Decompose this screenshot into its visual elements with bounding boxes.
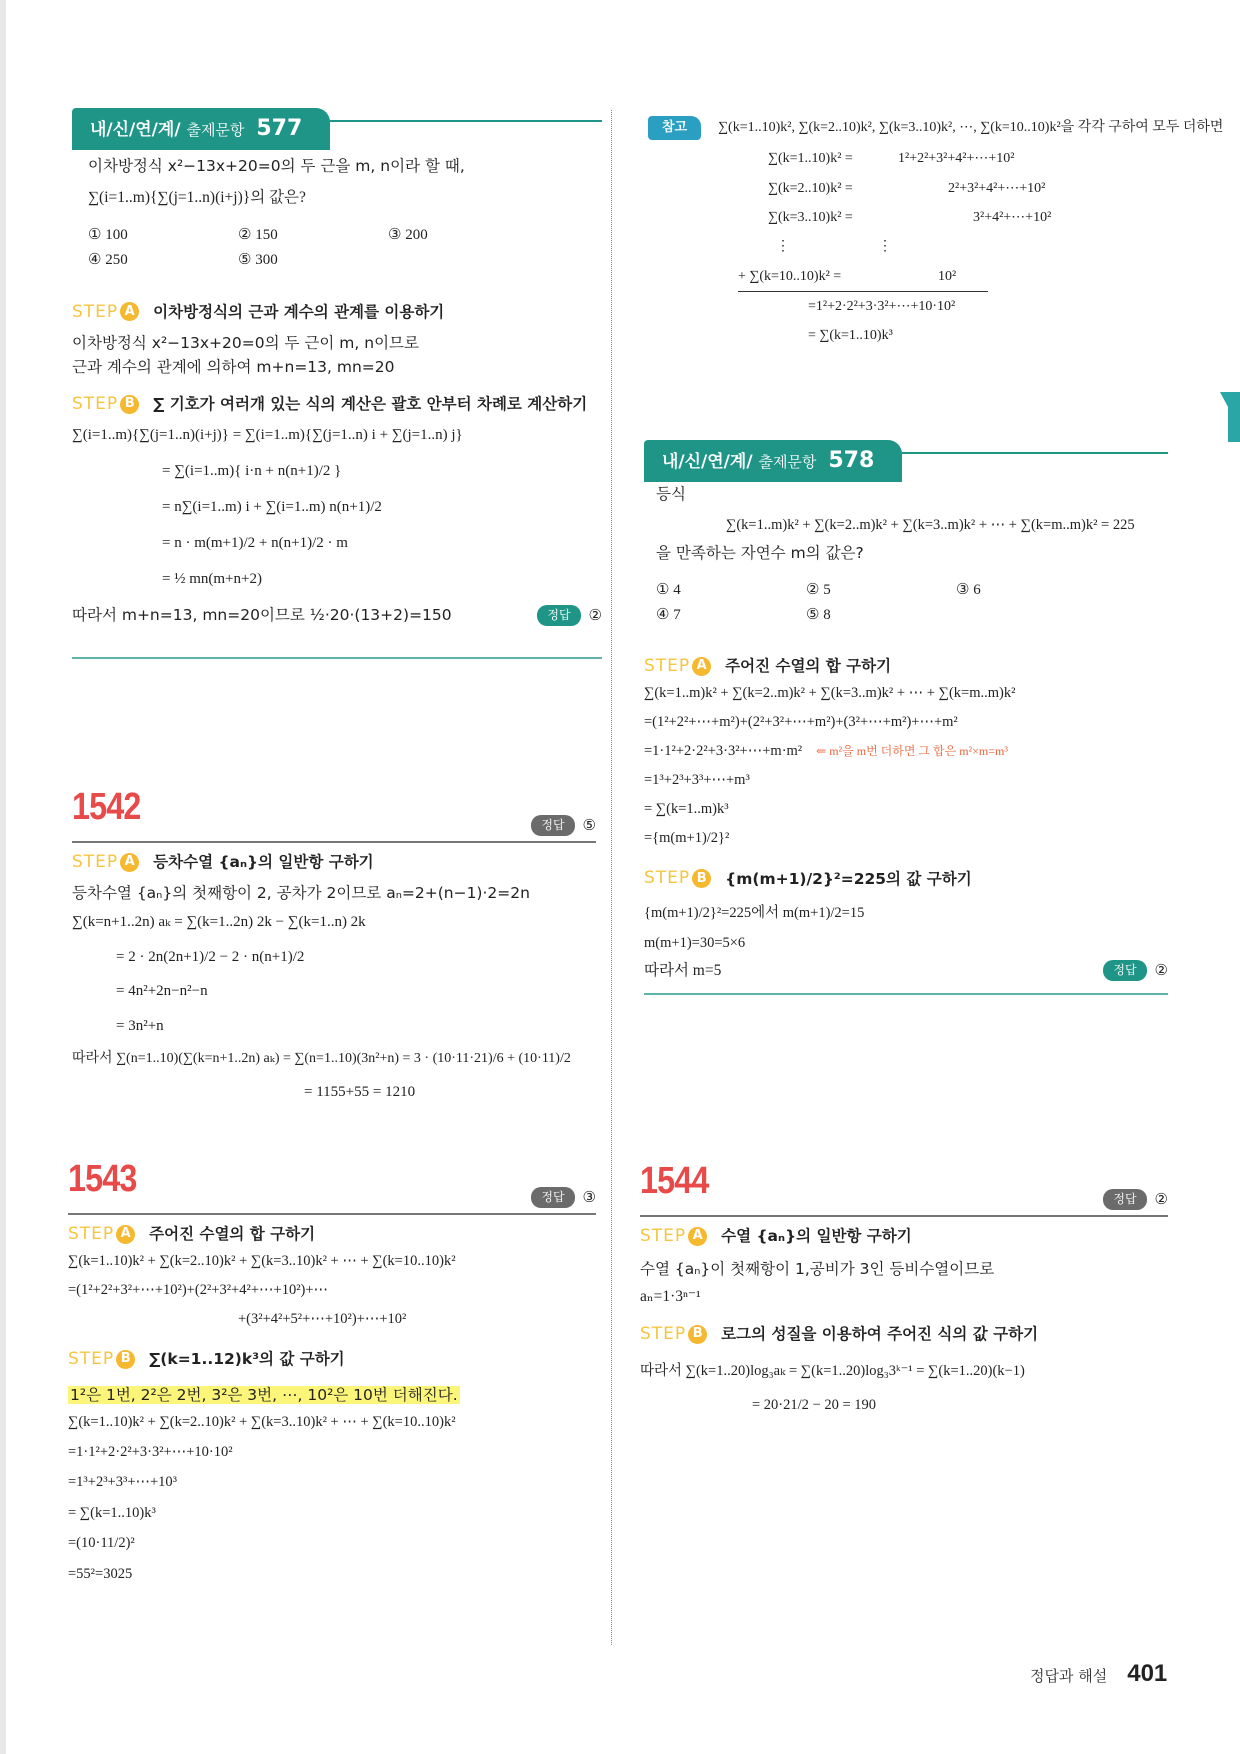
answer-badge: 정답	[531, 1187, 574, 1208]
equation-line: ∑(i=1..m){∑(j=1..n)(i+j)} = ∑(i=1..m){∑(j=1..n) i + ∑(j=1..n) j}	[72, 427, 463, 444]
problem-number: 1542	[72, 786, 141, 828]
step-a-heading: STEP A 수열 {aₙ}의 일반항 구하기	[640, 1225, 912, 1246]
step-line: 수열 {aₙ}이 첫째항이 1,공비가 3인 등비수열이므로	[640, 1260, 995, 1279]
banner-sub: 출제문항	[186, 121, 245, 139]
equation-line: = 4n²+2n−n²−n	[116, 983, 208, 1000]
equation-line: ∑(k=1..m)k² + ∑(k=2..m)k² + ∑(k=3..m)k² + ⋯ + ∑(k=m..m)k²	[644, 685, 1016, 702]
problem-578	[644, 440, 1168, 995]
problem-header	[68, 1150, 596, 1215]
step-b-heading: STEP B {m(m+1)/2}²=225의 값 구하기	[644, 868, 972, 889]
choice: ④ 250	[88, 252, 128, 269]
page-footer	[1030, 1660, 1167, 1688]
equation-line: m(m+1)=30=5×6	[644, 935, 746, 952]
equation-line: =(10·11/2)²	[68, 1535, 135, 1552]
banner-prefix: 내/신/연/계/	[90, 120, 181, 140]
answer-value: ②	[1154, 961, 1168, 980]
answer	[531, 814, 596, 837]
banner-number: 577	[256, 116, 303, 141]
answer	[1103, 959, 1168, 982]
question-intro: 등식	[656, 485, 686, 504]
side-index-tab	[1220, 392, 1240, 442]
choices	[88, 224, 602, 273]
equation-line: +(3²+4²+5²+⋯+10²)+⋯+10²	[238, 1311, 407, 1328]
choices	[656, 579, 1168, 628]
step-a-heading: STEP A 주어진 수열의 합 구하기	[644, 656, 892, 677]
equation-line: =1·1²+2·2²+3·3²+⋯+m·m² ⇐ m²을 m번 더하면 그 합은 m²×m=m³	[644, 743, 1008, 760]
problem-577-banner	[72, 108, 602, 150]
equation-line: ∑(k=n+1..2n) aₖ = ∑(k=1..2n) 2k − ∑(k=1..n) 2k	[72, 914, 366, 931]
problem-number: 1543	[68, 1158, 137, 1200]
equation-line: =1³+2³+3³+⋯+10³	[68, 1474, 178, 1491]
equation-line: ={m(m+1)/2}²	[644, 830, 730, 847]
answer-badge: 정답	[537, 605, 580, 626]
reference-badge: 참고	[648, 116, 701, 140]
equation-line: 따라서 ∑(n=1..10)(∑(k=n+1..2n) aₖ) = ∑(n=1..10)(3n²+n) = 3 · (10·11·21)/6 + (10·11)/2	[72, 1051, 571, 1067]
equation-line: = n · m(m+1)/2 + n(n+1)/2 · m	[162, 535, 348, 552]
step-line: aₙ=1·3ⁿ⁻¹	[640, 1288, 701, 1306]
equation-line: = 3n²+n	[116, 1017, 164, 1034]
step-a-heading: STEP A 주어진 수열의 합 구하기	[68, 1223, 316, 1244]
answer	[531, 1186, 596, 1209]
equation-line: = ∑(k=1..10)k³	[68, 1504, 156, 1521]
step-b-heading: STEP B ∑(k=1..12)k³의 값 구하기	[68, 1349, 345, 1370]
equation-line: = n∑(i=1..m) i + ∑(i=1..m) n(n+1)/2	[162, 499, 382, 516]
equation-line: =(1²+2²+3²+⋯+10²)+(2²+3²+4²+⋯+10²)+⋯	[68, 1282, 329, 1299]
footer-label: 정답과 해설	[1030, 1667, 1108, 1685]
equation-line: ∑(k=1..10)k² + ∑(k=2..10)k² + ∑(k=3..10)k² + ⋯ + ∑(k=10..10)k²	[68, 1253, 456, 1270]
answer-value: ③	[582, 1187, 596, 1206]
problem-1542	[72, 778, 596, 1110]
equation-line: 따라서 ∑(k=1..20)log₃aₖ = ∑(k=1..20)log₃3ᵏ⁻¹ = ∑(k=1..20)(k−1)	[640, 1362, 1025, 1379]
divider	[644, 993, 1168, 995]
step-a-heading: STEP A 등차수열 {aₙ}의 일반항 구하기	[72, 851, 374, 872]
choice: ③ 200	[388, 227, 428, 244]
answer-value: ②	[588, 605, 602, 624]
equation-line: = ∑(i=1..m){ i·n + n(n+1)/2 }	[162, 463, 342, 480]
conclusion: 따라서 m=5	[644, 961, 722, 979]
question-tail: 을 만족하는 자연수 m의 값은?	[656, 543, 864, 562]
equation-line: =(1²+2²+⋯+m²)+(2²+3²+⋯+m²)+(3²+⋯+m²)+⋯+m²	[644, 714, 958, 731]
answer-value: ⑤	[582, 815, 596, 834]
answer	[537, 604, 602, 627]
step-a-heading: STEP A 이차방정식의 근과 계수의 관계를 이용하기	[72, 301, 445, 322]
page-edge	[0, 0, 6, 1754]
choice: ① 4	[656, 581, 681, 598]
question-line: 이차방정식 x²−13x+20=0의 두 근을 m, n이라 할 때,	[88, 157, 465, 176]
step-line: 등차수열 {aₙ}의 첫째항이 2, 공차가 2이므로 aₙ=2+(n−1)·2=2n	[72, 884, 530, 903]
question-equation: ∑(k=1..m)k² + ∑(k=2..m)k² + ∑(k=3..m)k² + ⋯ + ∑(k=m..m)k² = 225	[726, 517, 1135, 534]
problem-header	[72, 778, 596, 843]
reference-box: 참고 ∑(k=1..10)k², ∑(k=2..10)k², ∑(k=3..10)k², ⋯, ∑(k=10..10)k²을 각각 구하여 모두 더하면 ∑(k=1..10)k² = 1²+2²+3²+4²+⋯+10² ∑(k=2..10)k² = 2²+3²+4²+⋯+10² ∑(k=3..10)k² = 3²+4²+⋯+10² ⋮ ⋮ + ∑(k=10..10)k² = 10² =1²+2·2²+3·3²+⋯+10·10² = ∑(k=1..10)k³	[648, 114, 1208, 351]
equation-line: = 1155+55 = 1210	[304, 1084, 416, 1101]
answer-badge: 정답	[531, 815, 574, 836]
problem-header	[640, 1152, 1168, 1217]
problem-number: 1544	[640, 1160, 709, 1202]
choice: ② 5	[806, 581, 831, 598]
problem-577	[72, 108, 602, 659]
question-line: ∑(i=1..m){∑(j=1..n)(i+j)}의 값은?	[88, 189, 306, 207]
answer-badge: 정답	[1103, 1189, 1146, 1210]
banner-number: 578	[828, 448, 875, 473]
equation-line: {m(m+1)/2}²=225에서 m(m+1)/2=15	[644, 904, 865, 921]
answer-badge: 정답	[1103, 960, 1146, 981]
choice: ① 100	[88, 227, 128, 244]
equation-line: = ∑(k=1..m)k³	[644, 801, 729, 818]
choice: ② 150	[238, 227, 278, 244]
problem-578-banner	[644, 440, 1168, 482]
problem-1544	[640, 1152, 1168, 1423]
equation-line: =1³+2³+3³+⋯+m³	[644, 772, 750, 789]
choice: ⑤ 8	[806, 606, 831, 623]
problem-1543	[68, 1150, 596, 1589]
equation-line: = ½ mn(m+n+2)	[162, 571, 262, 588]
choice: ⑤ 300	[238, 252, 278, 269]
note-arrow: ⇐ m²을 m번 더하면 그 합은 m²×m=m³	[816, 744, 1008, 759]
equation-line: = 20·21/2 − 20 = 190	[752, 1397, 877, 1414]
page-number: 401	[1127, 1660, 1168, 1687]
reference-intro: ∑(k=1..10)k², ∑(k=2..10)k², ∑(k=3..10)k², ⋯, ∑(k=10..10)k²을 각각 구하여 모두 더하면	[718, 120, 1224, 135]
banner-prefix: 내/신/연/계/	[662, 452, 753, 472]
step-b-heading: STEP B ∑ 기호가 여러개 있는 식의 계산은 괄호 안부터 차례로 계산하기	[72, 394, 588, 414]
step-line: 근과 계수의 관계에 의하여 m+n=13, mn=20	[72, 357, 395, 376]
equation-line: ∑(k=1..10)k² + ∑(k=2..10)k² + ∑(k=3..10)k² + ⋯ + ∑(k=10..10)k²	[68, 1413, 456, 1430]
equation-line: = 2 · 2n(2n+1)/2 − 2 · n(n+1)/2	[116, 948, 305, 965]
choice: ③ 6	[956, 581, 981, 598]
step-line: 이차방정식 x²−13x+20=0의 두 근이 m, n이므로	[72, 333, 419, 352]
column-divider	[611, 110, 612, 1645]
highlight-note: 1²은 1번, 2²은 2번, 3²은 3번, ⋯, 10²은 10번 더해진다.	[70, 1385, 458, 1404]
divider	[72, 657, 602, 659]
conclusion: 따라서 m+n=13, mn=20이므로 ½·20·(13+2)=150	[72, 606, 452, 625]
choice: ④ 7	[656, 606, 681, 623]
answer-value: ②	[1154, 1189, 1168, 1208]
equation-line: =1·1²+2·2²+3·3²+⋯+10·10²	[68, 1444, 233, 1461]
banner-sub: 출제문항	[758, 453, 817, 471]
step-b-heading: STEP B 로그의 성질을 이용하여 주어진 식의 값 구하기	[640, 1324, 1039, 1345]
equation-line: =55²=3025	[68, 1565, 133, 1582]
answer	[1103, 1188, 1168, 1211]
